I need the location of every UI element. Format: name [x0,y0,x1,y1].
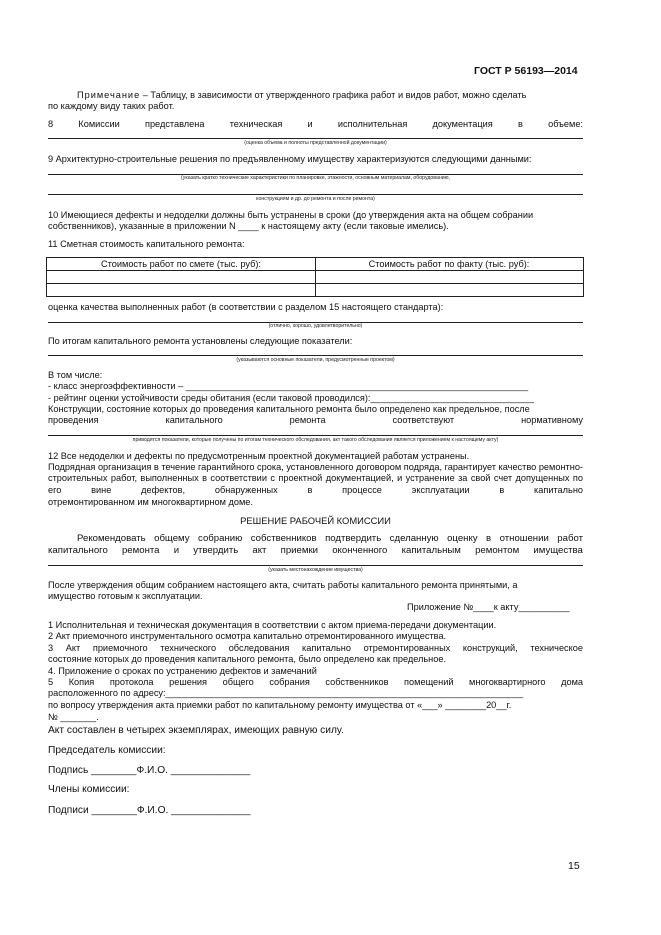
item9-caption-1: (указать кратко технические характеристики по планировке, этажности, основным материалам, оборудованию, [181,175,450,181]
appendix-item-4: 4. Приложение о сроках по устранению дефектов и замечаний [48,666,317,676]
item8-word: объеме: [548,119,583,129]
results-text: По итогам капитального ремонта установлены следующие показатели: [48,336,353,346]
item8-word: техническая [229,119,283,129]
item9-caption-2: конструкциям и др. до ремонта и после ремонта) [256,196,375,202]
structures-word: соответствуют [392,415,455,425]
item12-paragraph: Подрядная организация в течение гарантийного срока, установленного договором подряда, гарантирует качество ремонтно-строительных работ, выполненных в соответствии с проектной документацией, и устранение за свой счет допущенных по его вине дефектов, обнаруженных в процессе эксплуатации в капитально [48,462,583,495]
item8-word: 8 [48,119,54,129]
energy-class: - класс энергоэффективности – ___________________________________________________________________ [48,381,529,391]
page-number: 15 [568,860,580,872]
table-row [47,270,583,271]
structures-line-2 [48,415,583,426]
appendix-item-5c: по вопросу утверждения акта приемки работ по капитальному ремонту имущества от «___» ________20__г. [48,700,512,710]
structures-caption: приводятся показатели, которые получены по итогам технического обследования, акт такого обследования является приложением к настоящему акту) [132,437,499,443]
appendix-item-5b: расположенного по адресу:______________________________________________________________________ [48,688,524,698]
item11-title: 11 Сметная стоимость капитального ремонта: [48,239,245,249]
table-header-actual: Стоимость работ по факту (тыс. руб): [368,259,530,269]
quality-text: оценка качества выполненных работ (в соответствии с разделом 15 настоящего стандарта): [48,302,444,312]
decision-word: оконченного [332,545,388,556]
note-label: Примечание [77,90,141,100]
members-label: Члены комиссии: [48,784,130,795]
table-row [47,283,583,284]
copies-statement: Акт составлен в четырех экземплярах, имеющих равную силу. [48,725,344,736]
note-line-1 [77,90,526,101]
decision-title: РЕШЕНИЕ РАБОЧЕЙ КОМИССИИ [240,515,391,526]
appendix-item-1: 1 Исполнительная и техническая документация в соответствии с актом приема-передачи документации. [48,620,497,630]
table-header-estimate: Стоимость работ по смете (тыс. руб): [101,259,261,269]
note-line-2: по каждому виду таких работ. [48,101,175,111]
structures-line-1: Конструкции, состояние которых до проведения капитального ремонта было определено как предельное, после [48,404,530,414]
decision-word: капитальным [401,545,461,556]
item8-word: документация [432,119,493,129]
structures-word: ремонта [289,415,326,425]
note-text: – Таблицу, в зависимости от утвержденного графика работ и видов работ, можно сделать [140,90,527,100]
decision-word: и [173,545,180,556]
decision-line-2 [48,545,583,556]
decision-line-1: Рекомендовать общему собранию собственников подтвердить сделанную оценку в отношении работ [77,533,583,544]
appendix-item-3a: 3 Акт приемочного технического обследования капитально отремонтированных конструкций, техническое [48,643,583,653]
structures-fill-line [48,435,583,436]
structures-word: проведения [48,415,99,425]
decision-word: акт [252,545,267,556]
chairman-signature: Подпись ________Ф.И.О. ______________ [48,765,251,776]
decision-word: приемки [280,545,319,556]
item9-text: 9 Архитектурно-строительные решения по предъявленному имуществу характеризуются следующими данными: [48,154,532,164]
item10-line-1: 10 Имеющиеся дефекты и недоделки должны быть устранены в сроки (до утверждения акта на общем собрании [48,210,534,220]
item8-fill-line [48,138,583,139]
item12-last-line: отремонтированном им многоквартирном доме. [48,497,253,507]
decision-after-2: имущество готовым к эксплуатации. [48,591,203,601]
item8-word: Комиссии [78,119,120,129]
appendix-ref: Приложение №____к акту__________ [407,602,570,612]
decision-word: имущества [533,545,583,556]
appendix-item-2: 2 Акт приемочного инструментального осмотра капитально отремонтированного имущества. [48,631,447,641]
standard-number: ГОСТ Р 56193—2014 [474,65,578,77]
item10-line-2: собственников), указанные в приложении N ____ к настоящему акту (если таковые имелись). [48,221,449,231]
estimate-table [46,257,584,297]
item9-fill-line-2 [48,194,583,195]
decision-caption: (указать местонахождение имущества) [268,567,363,573]
appendix-item-5d: № _______. [48,712,99,722]
results-fill-line [48,355,583,356]
decision-word: утвердить [193,545,239,556]
structures-word: капитального [165,415,223,425]
item8-word: представлена [144,119,205,129]
item8-word: в [517,119,523,129]
structures-word: нормативному [521,415,583,425]
decision-fill-line [48,565,583,566]
chairman-label: Председатель комиссии: [48,745,166,756]
quality-caption: (отлично, хорошо, удовлетворительно) [268,323,363,329]
item8-word: исполнительная [337,119,408,129]
sustainability-rating: - рейтинг оценки устойчивости среды обитания (если таковой проводился):________________________________ [48,393,534,403]
item8-word: и [307,119,313,129]
results-caption: (указываются основные показатели, предусмотренные проектом) [236,357,395,363]
decision-word: ремонта [121,545,160,556]
appendix-item-3b: состояние которых до проведения капитального ремонта, было определено как предельное. [48,654,447,664]
decision-word: ремонтом [475,545,520,556]
decision-word: капитального [48,545,108,556]
item8-line [48,119,583,130]
decision-after-1: После утверждения общим собранием настоящего акта, считать работы капитального ремонта принятыми, а [48,580,518,590]
appendix-item-5a: 5 Копия протокола решения общего собрания собственников помещений многоквартирного дома [48,677,583,687]
item12-line-1: 12 Все недоделки и дефекты по предусмотренным проектной документацией работам устранены. [48,451,470,461]
including-title: В том числе: [48,370,103,380]
item8-caption: (оценка объема и полноты представленной документации) [244,140,387,146]
members-signature: Подписи ________Ф.И.О. ______________ [48,805,251,816]
